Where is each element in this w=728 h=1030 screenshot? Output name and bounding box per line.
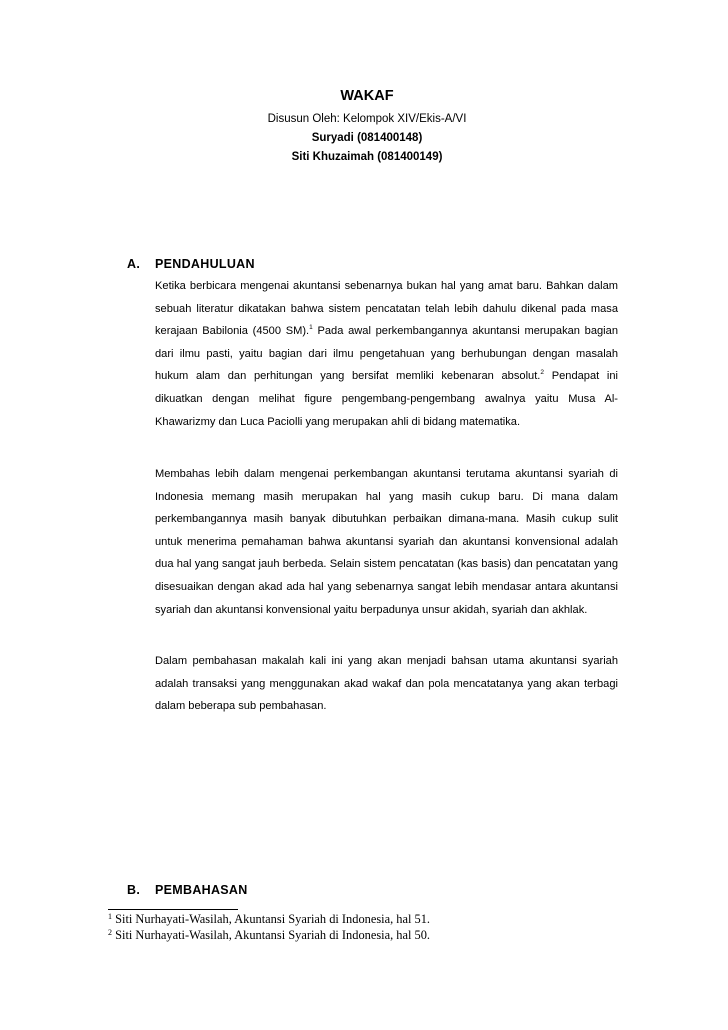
section-a-title: PENDAHULUAN [155, 257, 255, 271]
author-2: Siti Khuzaimah (081400149) [291, 151, 443, 163]
section-b-heading [127, 883, 248, 897]
section-a-body-2 [155, 463, 618, 621]
footnote-1 [108, 911, 430, 927]
footnote-2 [108, 927, 430, 943]
paragraph-1-text-b: Pada awal perkembangannya akuntansi merupakan bagian dari ilmu pasti, yaitu bagian dari ilmu pengetahuan yang berhubungan dengan masalah hukum alam dan perhitungan yang bersifat memliki kebenaran absolut. [155, 325, 618, 383]
footnote-1-mark: 1 [108, 912, 112, 921]
footnote-1-text: Siti Nurhayati-Wasilah, Akuntansi Syariah di Indonesia, hal 51. [115, 912, 431, 926]
author-1: Suryadi (081400148) [311, 132, 423, 144]
authored-by-line: Disusun Oleh: Kelompok XIV/Ekis-A/VI [267, 113, 467, 125]
paragraph-1-text-a: Ketika berbicara mengenai akuntansi sebenarnya bukan hal yang amat baru. Bahkan dalam sebuah literatur dikatakan bahwa sistem pencatatan telah lebih dahulu dikenal pada masa kerajaan Babilonia (4500 SM). [155, 280, 618, 338]
paragraph-1 [155, 275, 618, 433]
paragraph-2: Membahas lebih dalam mengenai perkembangan akuntansi terutama akuntansi syariah di Indonesia memang masih merupakan hal yang masih cukup baru. Di mana dalam perkembangannya masih banyak dibutuhkan perbaikan dimana-mana. Masih cukup sulit untuk menerima pemahaman bahwa akuntansi syariah dan akuntansi konvensional adalah dua hal yang sangat jauh berbeda. Selain sistem pencatatan (kas basis) dan pencatatan yang disesuaikan dengan akad ada hal yang sebenarnya sangat lebih mendasar antara akuntansi syariah dan akuntansi konvensional yaitu berpadunya unsur akidah, syariah dan akhlak. [155, 468, 618, 616]
section-a-heading [127, 257, 255, 271]
footnotes [108, 911, 430, 943]
section-a-number: A. [127, 257, 141, 271]
paragraph-1-text-c: Pendapat ini dikuatkan dengan melihat figure pengembang-pengembang awalnya yaitu Musa Al-Khawarizmy dan Luca Paciolli yang merupakan ahli di bidang matematika. [155, 370, 618, 428]
footnote-divider [108, 909, 238, 910]
footnote-ref-2[interactable]: 2 [540, 369, 544, 377]
footnote-2-text: Siti Nurhayati-Wasilah, Akuntansi Syariah di Indonesia, hal 50. [115, 928, 431, 942]
section-a-body-3 [155, 650, 618, 718]
section-b-number: B. [127, 883, 141, 897]
section-b-title: PEMBAHASAN [155, 883, 248, 897]
paragraph-3: Dalam pembahasan makalah kali ini yang akan menjadi bahsan utama akuntansi syariah adalah transaksi yang menggunakan akad wakaf dan pola mencatatanya yang akan terbagi dalam beberapa sub pembahasan. [155, 655, 618, 713]
title-block [0, 88, 728, 163]
footnote-2-mark: 2 [108, 928, 112, 937]
section-a-body [155, 275, 618, 433]
document-title: WAKAF [340, 88, 394, 104]
footnote-ref-1[interactable]: 1 [309, 324, 313, 332]
